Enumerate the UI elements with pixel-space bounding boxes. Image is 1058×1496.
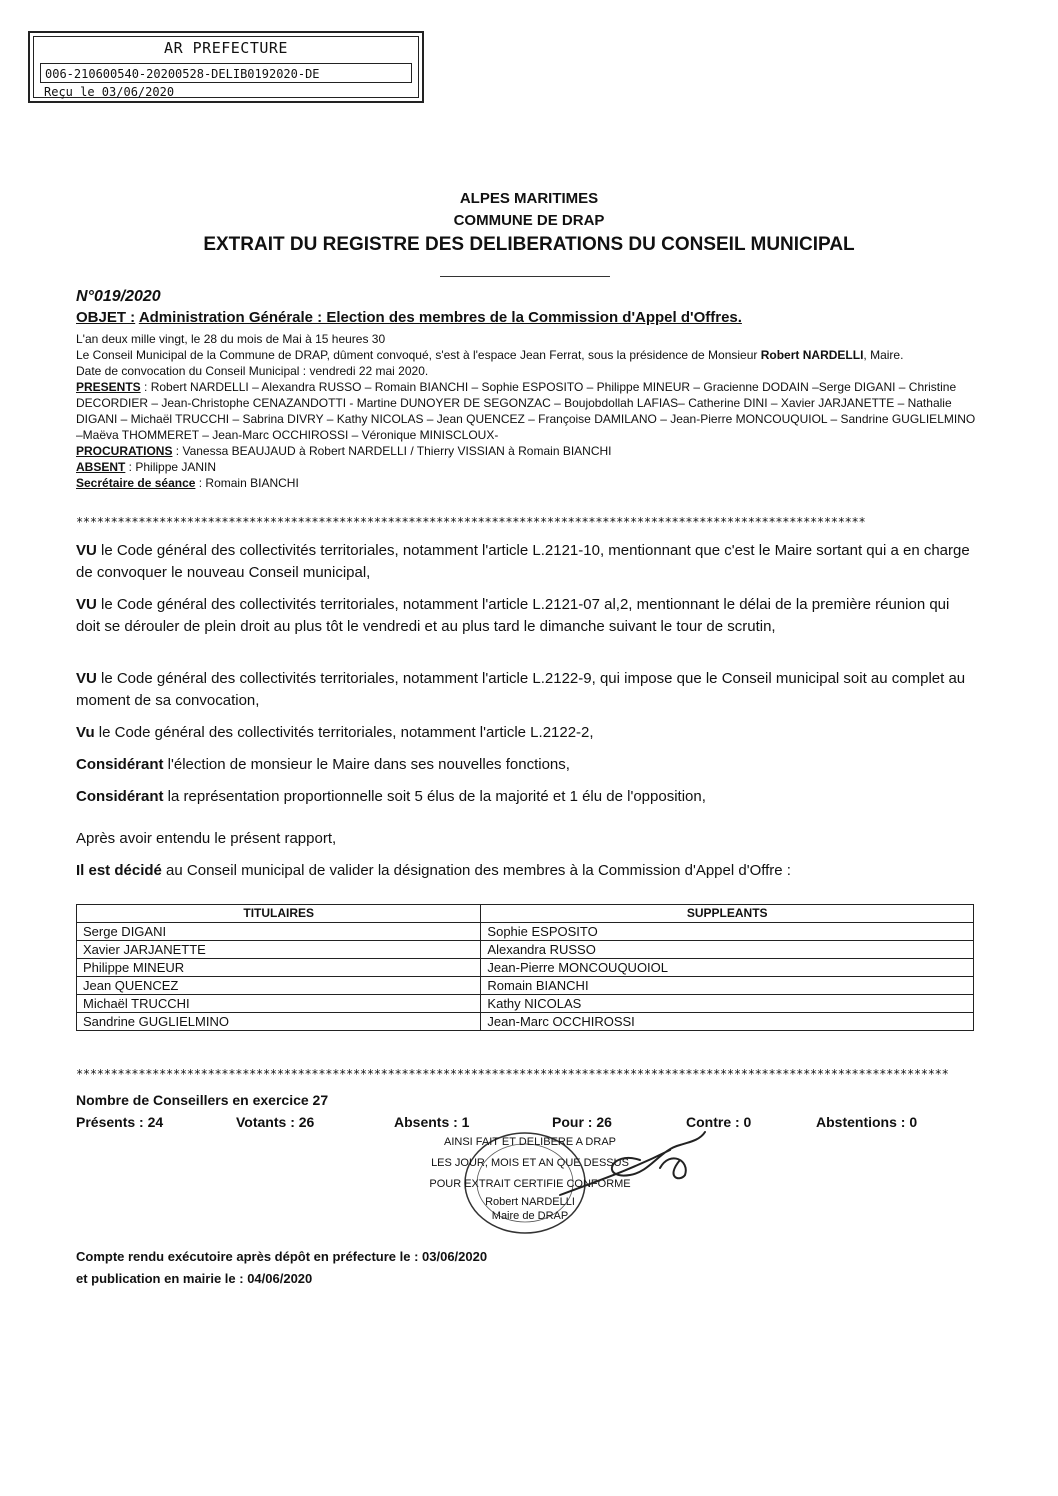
secretary-name: : Romain BIANCHI <box>195 476 299 490</box>
prefecture-deposit-line: Compte rendu exécutoire après dépôt en préfecture le : 03/06/2020 <box>76 1249 488 1264</box>
department-heading: ALPES MARITIMES <box>459 190 599 207</box>
presents-list: : Robert NARDELLI – Alexandra RUSSO – Romain BIANCHI – Sophie ESPOSITO – Philippe MINEUR – Gracienne DODAIN –Serge DIGANI – Christine DECORDIER – Jean-Christophe CENAZANDOTTI - Martine DUNOYER DE SEGONZAC – Boujobdollah LAFIAS– Catherine DINI – Xavier JARJANETTE – Nathalie DIGANI – Michaël TRUCCHI – Sabrina DIVRY – Kathy NICOLAS – Jean QUENCEZ – Françoise DAMILANO – Jean-Pierre MONCOUQUIOL – Sandrine GUGLIELMINO –Maëva THOMMERET – Jean-Marc OCCHIROSSI – Véronique MINISCLOUX- <box>76 380 976 442</box>
paragraph-text: l'élection de monsieur le Maire dans ses nouvelles fonctions, <box>163 756 570 773</box>
procurations-label: PROCURATIONS <box>76 444 173 458</box>
table-row <box>77 941 974 959</box>
paragraph-lead: Il est décidé <box>76 862 162 879</box>
count-contre: Contre : 0 <box>686 1114 752 1130</box>
title-separator <box>440 276 610 277</box>
suppleant-cell: Sophie ESPOSITO <box>481 923 974 941</box>
absent-line <box>76 459 976 475</box>
paragraph-lead: VU <box>76 542 97 559</box>
absent-label: ABSENT <box>76 460 126 474</box>
stamp-title: AR PREFECTURE <box>164 39 288 57</box>
paragraph-considerant-2 <box>76 786 976 808</box>
session-date-line: L'an deux mille vingt, le 28 du mois de Mai à 15 heures 30 <box>76 332 386 346</box>
presents-line <box>76 379 976 443</box>
mayor-role: , Maire. <box>863 348 904 362</box>
count-presents: Présents : 24 <box>76 1114 164 1130</box>
conseillers-exercice: Nombre de Conseillers en exercice 27 <box>76 1092 329 1108</box>
paragraph-text: le Code général des collectivités territoriales, notamment l'article L.2121-10, mentionnant que c'est le Maire sortant qui a en charge de convoquer le nouveau Conseil municipal, <box>76 542 970 581</box>
prefecture-stamp <box>28 31 424 103</box>
handwritten-signature-icon <box>540 1120 720 1200</box>
signature-line-3: POUR EXTRAIT CERTIFIE CONFORME <box>429 1178 631 1190</box>
paragraph-vu-2 <box>76 594 976 638</box>
signature-line-2: LES JOUR, MOIS ET AN QUE DESSUS <box>431 1157 629 1169</box>
suppleant-cell: Jean-Pierre MONCOUQUOIOL <box>481 959 974 977</box>
stamp-id: 006-210600540-20200528-DELIB0192020-DE <box>40 63 412 83</box>
titulaire-cell: Sandrine GUGLIELMINO <box>77 1013 481 1031</box>
paragraph-text: le Code général des collectivités territoriales, notamment l'article L.2122-9, qui impose que le Conseil municipal soit au complet au moment de sa convocation, <box>76 670 966 709</box>
paragraph-text: au Conseil municipal de valider la désignation des membres à la Commission d'Appel d'Offre : <box>161 862 791 879</box>
suppleant-cell: Romain BIANCHI <box>481 977 974 995</box>
titulaire-cell: Jean QUENCEZ <box>77 977 481 995</box>
titulaire-cell: Michaël TRUCCHI <box>77 995 481 1013</box>
count-pour: Pour : 26 <box>552 1114 612 1130</box>
suppleant-cell: Alexandra RUSSO <box>481 941 974 959</box>
paragraph-text: le Code général des collectivités territoriales, notamment l'article L.2121-07 al,2, mentionnant le délai de la première réunion qui doit se dérouler de plein droit au plus tôt le vendredi et au plus tard le dimanche suivant le tour de scrutin, <box>76 596 950 635</box>
publication-line: et publication en mairie le : 04/06/2020 <box>76 1271 313 1286</box>
paragraph-lead: Vu <box>76 724 95 741</box>
star-divider-bottom: ****************************************************************************************************************************** <box>76 1067 949 1081</box>
paragraph-lead: Considérant <box>76 756 164 773</box>
paragraph-considerant-1 <box>76 754 976 776</box>
signatory-name: Robert NARDELLI <box>485 1196 575 1208</box>
titulaire-cell: Xavier JARJANETTE <box>77 941 481 959</box>
execution-notice <box>76 1246 487 1290</box>
suppleant-cell: Kathy NICOLAS <box>481 995 974 1013</box>
table-row <box>77 923 974 941</box>
count-abstentions: Abstentions : 0 <box>816 1114 918 1130</box>
column-header-suppleants: SUPPLEANTS <box>481 905 974 923</box>
objet-line <box>76 309 742 326</box>
titulaire-cell: Philippe MINEUR <box>77 959 481 977</box>
table-header-row <box>77 905 974 923</box>
deliberation-number: N°019/2020 <box>76 288 161 305</box>
star-divider-top: ****************************************************************************************************************** <box>76 515 866 529</box>
paragraph-lead: VU <box>76 596 97 613</box>
paragraph-rapport <box>76 828 976 850</box>
stamp-received-date: Reçu le 03/06/2020 <box>44 85 175 99</box>
objet-label: OBJET : <box>76 309 136 326</box>
count-votants: Votants : 26 <box>236 1114 315 1130</box>
absent-list: : Philippe JANIN <box>125 460 217 474</box>
table-row <box>77 977 974 995</box>
convocation-date-line: Date de convocation du Conseil Municipal : vendredi 22 mai 2020. <box>76 364 429 378</box>
paragraph-lead: Considérant <box>76 788 164 805</box>
objet-text: Administration Générale : Election des membres de la Commission d'Appel d'Offres. <box>138 309 742 326</box>
paragraph-text: Après avoir entendu le présent rapport, <box>76 830 337 847</box>
commission-members-table <box>76 904 974 1031</box>
table-row <box>77 995 974 1013</box>
session-details <box>76 331 976 491</box>
paragraph-vu-3 <box>76 668 976 712</box>
procurations-line <box>76 443 976 459</box>
paragraph-text: le Code général des collectivités territoriales, notamment l'article L.2122-2, <box>94 724 594 741</box>
signatory-role: Maire de DRAP <box>491 1210 569 1222</box>
paragraph-vu-1 <box>76 540 976 584</box>
presents-label: PRESENTS <box>76 380 141 394</box>
secretary-label: Secrétaire de séance <box>76 476 196 490</box>
paragraph-lead: VU <box>76 670 97 687</box>
secretary-line <box>76 475 976 491</box>
paragraph-text: la représentation proportionnelle soit 5 élus de la majorité et 1 élu de l'opposition, <box>163 788 706 805</box>
signature-line-1: AINSI FAIT ET DELIBERE A DRAP <box>444 1136 616 1148</box>
column-header-titulaires: TITULAIRES <box>77 905 481 923</box>
convocation-text: Le Conseil Municipal de la Commune de DRAP, dûment convoqué, s'est à l'espace Jean Ferrat, sous la présidence de Monsieur <box>76 348 761 362</box>
commune-heading: COMMUNE DE DRAP <box>453 212 605 229</box>
titulaire-cell: Serge DIGANI <box>77 923 481 941</box>
document-title: EXTRAIT DU REGISTRE DES DELIBERATIONS DU CONSEIL MUNICIPAL <box>203 234 855 255</box>
suppleant-cell: Jean-Marc OCCHIROSSI <box>481 1013 974 1031</box>
mayor-name: Robert NARDELLI <box>760 348 864 362</box>
paragraph-decision <box>76 860 976 882</box>
table-row <box>77 1013 974 1031</box>
count-absents: Absents : 1 <box>394 1114 470 1130</box>
procurations-list: : Vanessa BEAUJAUD à Robert NARDELLI / Thierry VISSIAN à Romain BIANCHI <box>172 444 612 458</box>
table-row <box>77 959 974 977</box>
paragraph-vu-4 <box>76 722 976 744</box>
session-convocation-line <box>76 347 976 363</box>
